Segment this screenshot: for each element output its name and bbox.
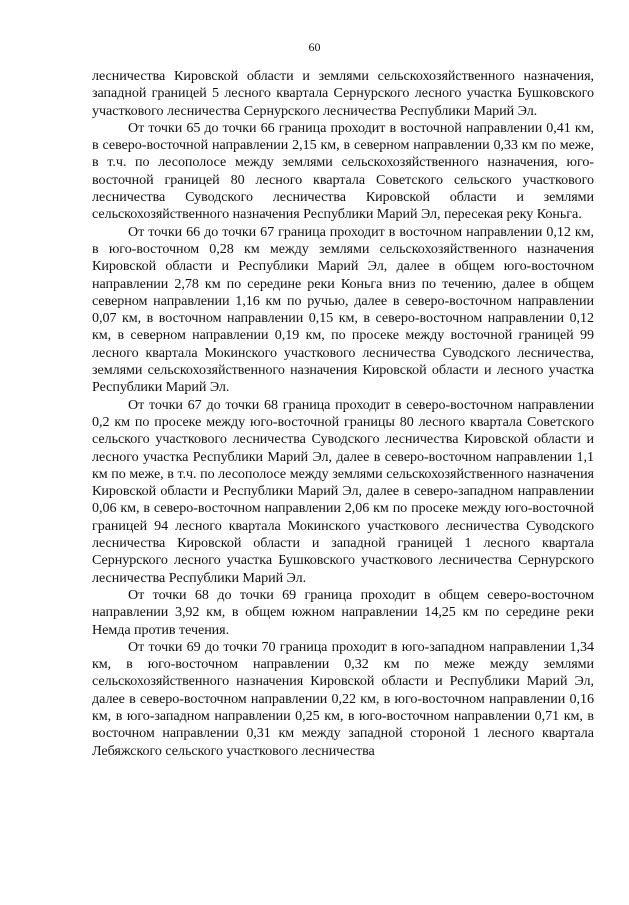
- paragraph-point-68-69: От точки 68 до точки 69 граница проходит в общем северо-восточном направлении 3,92 км, в общем южном направлении 14,25 км по середине реки Немда против течения.: [92, 586, 594, 638]
- paragraph-continuation: лесничества Кировской области и землями сельскохозяйственного назначения, западной границей 5 лесного квартала Сернурского лесного участка Бушковского участкового лесничества Сернурского лесничества Республики Марий Эл.: [92, 68, 594, 119]
- paragraph-point-67-68: От точки 67 до точки 68 граница проходит в северо-восточном направлении 0,2 км по просеке между юго-восточной границы 80 лесного квартала Советского сельского участкового лесничества Суводского лесничества Кировской области и лесного участка Республики Марий Эл, далее в северо-восточном направлении 1,1 км по меже, в т.ч. по лесополосе между землями сельскохозяйственного назначения Кировской области и Республики Марий Эл, далее в северо-западном направлении 0,06 км, в северо-восточном направлении 2,06 км по просеке между юго-восточной границей 94 лесного квартала Мокинского участкового лесничества Суводского лесничества Кировской области и западной границей 1 лесного квартала Сернурского лесного участка Бушковского участкового лесничества Сернурского лесничества Республики Марий Эл.: [92, 396, 594, 586]
- body-text: [92, 68, 594, 760]
- paragraph-point-66-67: От точки 66 до точки 67 граница проходит в восточном направлении 0,12 км, в юго-восточном 0,28 км между землями сельскохозяйственного назначения Кировской области и Республики Марий Эл, далее в общем юго-восточном направлении 2,78 км по середине реки Коньга вниз по течению, далее в общем северном направлении 1,16 км по ручью, далее в северо-восточном направлении 0,07 км, в восточном направлении 0,15 км, в северо-восточном направлении 0,12 км, в северном направлении 0,19 км, по просеке между восточной границей 99 лесного квартала Мокинского участкового лесничества Суводского лесничества, землями сельскохозяйственного назначения Кировской области и лесного участка Республики Марий Эл.: [92, 223, 594, 396]
- paragraph-point-65-66: От точки 65 до точки 66 граница проходит в восточной направлении 0,41 км, в северо-восточной направлении 2,15 км, в северном направлении 0,33 км по меже, в т.ч. по лесополосе между землями сельскохозяйственного назначения, юго-восточной границей 80 лесного квартала Советского сельского участкового лесничества Суводского лесничества Кировской области и землями сельскохозяйственного назначения Республики Марий Эл, пересекая реку Коньга.: [92, 119, 594, 223]
- paragraph-point-69-70: От точки 69 до точки 70 граница проходит в юго-западном направлении 1,34 км, в юго-восточном направлении 0,32 км по меже между землями сельскохозяйственного назначения Кировской области и Республики Марий Эл, далее в северо-восточном направлении 0,22 км, в юго-восточном направлении 0,16 км, в юго-западном направлении 0,25 км, в юго-восточном направлении 0,71 км, в восточном направлении 0,31 км между западной стороной 1 лесного квартала Лебяжского сельского участкового лесничества: [92, 638, 594, 759]
- page-number: 60: [308, 40, 321, 54]
